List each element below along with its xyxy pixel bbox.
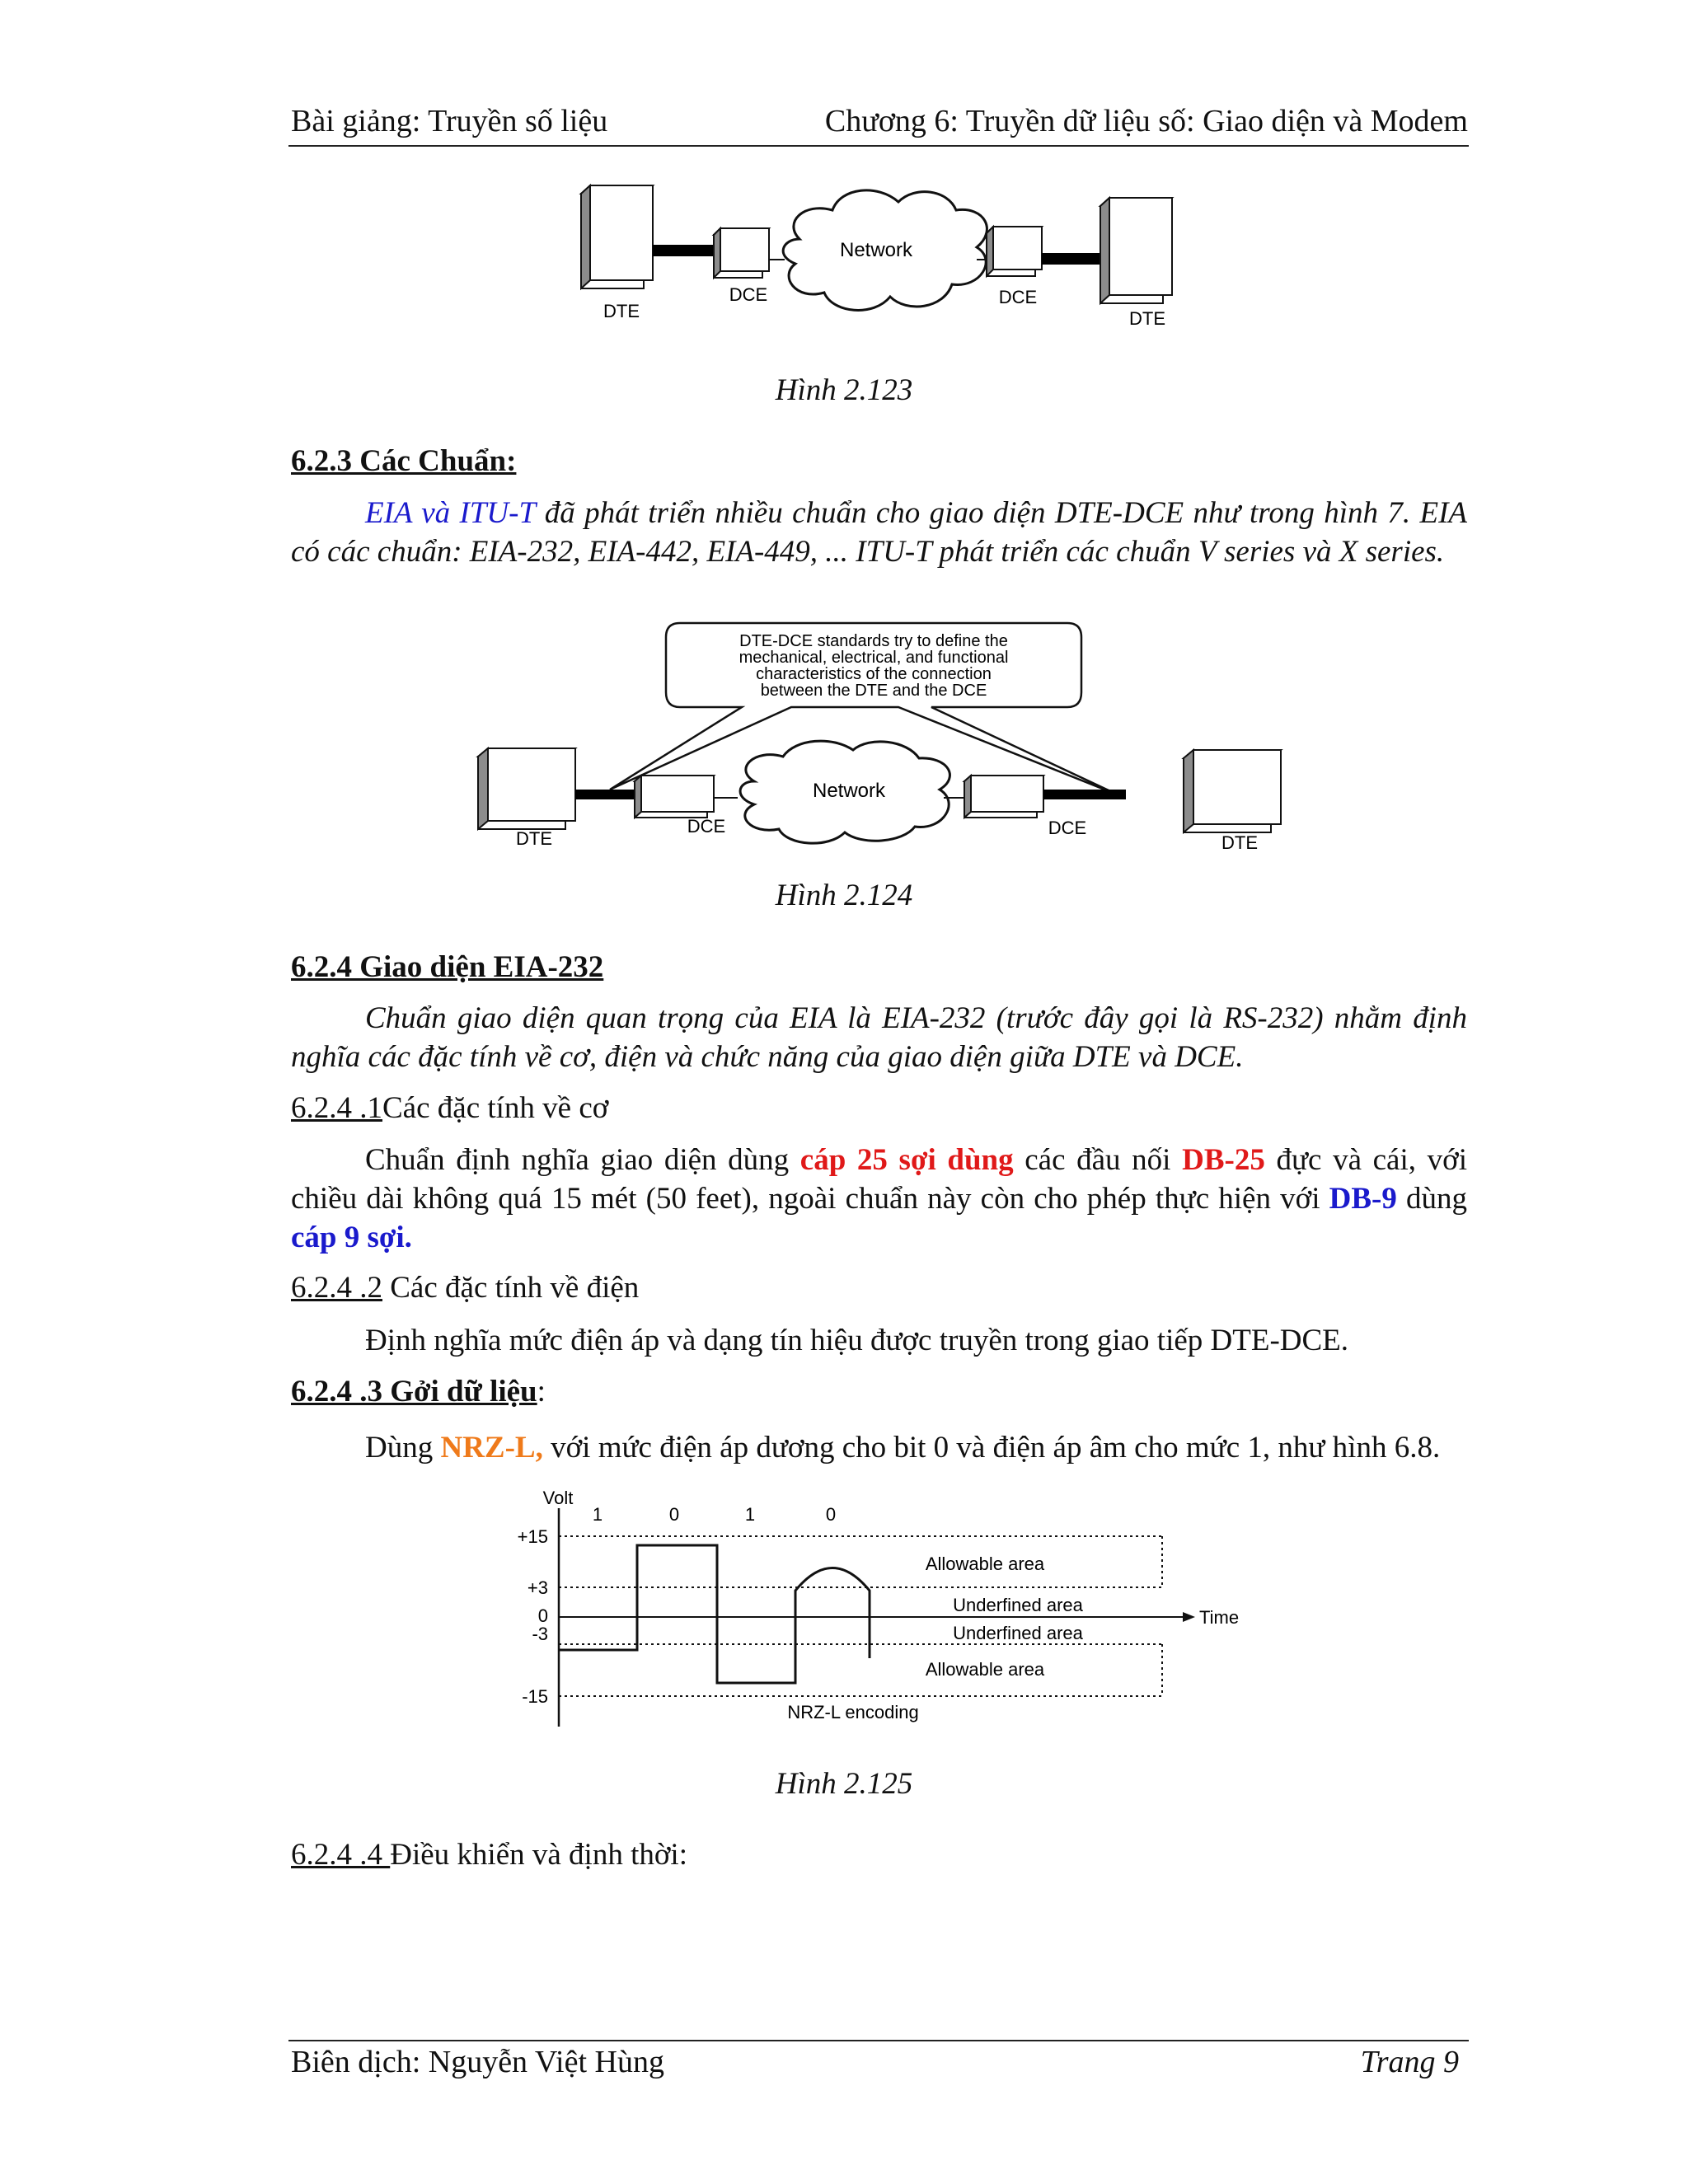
- dte-right-label-2: DTE: [1221, 832, 1258, 853]
- subsection-6243-number: 6.2.4 .3: [291, 1375, 382, 1408]
- sub1-highlight-db25: DB-25: [1182, 1143, 1265, 1177]
- sub1-highlight-cable9: cáp 9 sợi.: [291, 1221, 412, 1254]
- time-arrow-icon: [1183, 1612, 1195, 1622]
- section-623-text: đã phát triển nhiều chuẩn cho giao diện DTE-DCE như trong hình 7. EIA có các chuẩn: EIA-232, EIA-442, EIA-449, ... ITU-T phát triển các chuẩn V series và X series.: [291, 496, 1467, 569]
- sub3-highlight-nrzl: NRZ-L,: [440, 1431, 543, 1465]
- sub1-text-1: Chuẩn định nghĩa giao diện dùng: [365, 1143, 800, 1177]
- tick-0: 0: [537, 1605, 548, 1626]
- dce-left-label-2: DCE: [687, 816, 726, 837]
- bit-2: 0: [668, 1504, 680, 1525]
- subsection-6241-paragraph: [291, 1141, 1467, 1257]
- subsection-6242-number: 6.2.4 .2: [291, 1271, 382, 1305]
- subsection-6241-number: 6.2.4 .1: [291, 1091, 382, 1125]
- subsection-6241-label: Các đặc tính về cơ: [382, 1091, 609, 1125]
- network-label: Network: [839, 239, 913, 261]
- callout-line-1: DTE-DCE standards try to define the: [739, 632, 1008, 650]
- dce-left-label: DCE: [729, 284, 768, 305]
- footer-rule: [288, 2040, 1469, 2041]
- time-axis-label: Time: [1199, 1607, 1240, 1628]
- subsection-6243-paragraph: [291, 1428, 1467, 1467]
- sub1-highlight-db9: DB-9: [1329, 1182, 1397, 1216]
- dce-left-icon-2: [635, 776, 714, 818]
- bit-3: 1: [744, 1504, 756, 1525]
- dce-right-icon: [987, 227, 1042, 276]
- subsection-6244-number: 6.2.4 .4: [291, 1838, 391, 1872]
- nrzl-waveform: [559, 1545, 870, 1683]
- dce-right-icon-2: [964, 776, 1043, 818]
- subsection-6243-colon: :: [537, 1375, 546, 1408]
- dce-right-label: DCE: [998, 287, 1038, 307]
- callout-line-3: characteristics of the connection: [756, 665, 992, 683]
- sub1-text-2: các đầu nối: [1013, 1143, 1183, 1177]
- subsection-6242-title: [291, 1270, 639, 1305]
- figure-dte-dce-standards: [470, 616, 1294, 855]
- dte-left-label-2: DTE: [516, 828, 552, 849]
- header-right: Chương 6: Truyền dữ liệu số: Giao diện và Modem: [824, 104, 1468, 138]
- section-623-link-text: EIA và ITU-T: [365, 496, 536, 530]
- cable-right: [1042, 253, 1100, 265]
- sub1-text-3: đực và cái, với chiều dài không quá 15 mét (50 feet), ngoài chuẩn này còn cho phép thực hiện với: [291, 1143, 1467, 1216]
- callout-line-4: between the DTE and the DCE: [760, 682, 987, 700]
- sub1-text-4: dùng: [1396, 1182, 1468, 1216]
- subsection-6241-title: [291, 1090, 608, 1126]
- dte-right-icon: [1100, 198, 1172, 303]
- subsection-6243-title: [291, 1374, 546, 1409]
- dce-left-icon: [714, 228, 769, 278]
- section-623-paragraph: [291, 494, 1467, 571]
- figure1-caption: Hình 2.123: [775, 373, 913, 407]
- figure-dte-dce-network: [560, 177, 1187, 342]
- subsection-6242-paragraph: Định nghĩa mức điện áp và dạng tín hiệu được truyền trong giao tiếp DTE-DCE.: [365, 1324, 1349, 1357]
- bit-1: 1: [592, 1504, 603, 1525]
- section-624-heading: 6.2.4 Giao diện EIA-232: [291, 950, 604, 984]
- subsection-6242-label: Các đặc tính về điện: [382, 1271, 640, 1305]
- figure-nrzl-encoding: [503, 1483, 1245, 1731]
- tick-m15: -15: [522, 1686, 548, 1707]
- dte-right-icon-2: [1184, 750, 1281, 832]
- volt-axis-label: Volt: [542, 1488, 574, 1508]
- header-left: Bài giảng: Truyền số liệu: [291, 104, 608, 138]
- dte-left-icon-2: [478, 748, 575, 829]
- header-rule: [288, 145, 1469, 147]
- tick-p15: +15: [517, 1526, 548, 1547]
- footer-left: Biên dịch: Nguyễn Việt Hùng: [291, 2045, 664, 2079]
- section-624-intro: Chuẩn giao diện quan trọng của EIA là EIA-232 (trước đây gọi là RS-232) nhằm định nghĩa các đặc tính về cơ, điện và chức năng của giao diện giữa DTE và DCE.: [291, 1001, 1467, 1074]
- subsection-6244-label: Điều khiển và định thời:: [390, 1838, 687, 1872]
- allowable-area-bottom: Allowable area: [925, 1659, 1045, 1680]
- undefined-area-top: Underfined area: [953, 1595, 1083, 1615]
- sub3-text-1: Dùng: [365, 1431, 441, 1465]
- cable-left-2: [575, 790, 640, 799]
- dte-left-icon: [581, 185, 653, 288]
- encoding-label: NRZ-L encoding: [787, 1702, 919, 1722]
- bit-4: 0: [825, 1504, 837, 1525]
- tick-m3: -3: [532, 1624, 548, 1644]
- callout-line-2: mechanical, electrical, and functional: [738, 649, 1009, 667]
- dce-right-label-2: DCE: [1048, 818, 1087, 838]
- dte-right-label: DTE: [1129, 308, 1165, 329]
- network-label-2: Network: [812, 780, 886, 802]
- allowable-area-top: Allowable area: [925, 1554, 1045, 1574]
- subsection-6244-title: [291, 1837, 687, 1872]
- sub1-highlight-cable25: cáp 25 sợi dùng: [799, 1143, 1014, 1177]
- tick-p3: +3: [527, 1577, 548, 1598]
- dte-left-label: DTE: [603, 301, 640, 321]
- figure3-caption: Hình 2.125: [775, 1767, 913, 1801]
- undefined-area-bottom: Underfined area: [953, 1623, 1083, 1643]
- figure2-caption: Hình 2.124: [775, 879, 913, 912]
- cable-right-2: [1043, 790, 1126, 799]
- subsection-6243-label: Gởi dữ liệu: [382, 1375, 537, 1408]
- footer-page-number: Trang 9: [1360, 2045, 1459, 2079]
- sub3-text-2: với mức điện áp dương cho bit 0 và điện áp âm cho mức 1, như hình 6.8.: [542, 1431, 1441, 1465]
- section-623-heading: 6.2.3 Các Chuẩn:: [291, 444, 517, 478]
